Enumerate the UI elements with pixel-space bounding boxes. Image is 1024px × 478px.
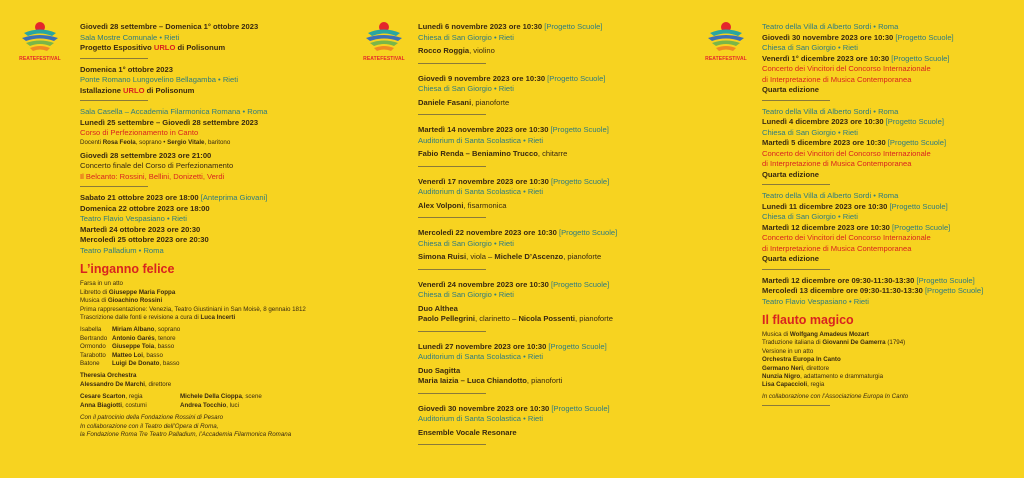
adaptation: Nunzia Nigro, adattamento e drammaturgia [762,373,884,381]
divider [762,405,830,406]
logo-text: REATEFESTIVAL [705,56,747,62]
divider [418,63,486,64]
column-3 [762,22,1002,412]
event-venue: Teatro della Villa di Alberto Sordi • Roma [762,106,899,116]
event-venue: Teatro della Villa di Alberto Sordi • Roma [762,22,899,31]
cast-row: Batone Luigi De Donato, basso [80,360,180,368]
event-masterclass [80,107,340,182]
event-venue: Teatro Palladium • Roma [80,245,164,255]
festival-logo [362,20,406,62]
event-winners-3 [762,191,1002,265]
event-date: Lunedì 6 novembre 2023 ore 10:30 [Progetto Scuole] [418,22,603,31]
cast-row: Bertrando Antonio Garés, tenore [80,334,176,342]
performers: Simona Ruisi, viola – Michele D’Ascenzo, pianoforte [418,252,602,261]
event-edition: Quarta edizione [762,169,819,179]
divider [762,269,830,270]
collaboration: In collaborazione con l’Associazione Europa In Canto [762,392,909,400]
opera-librettist: Libretto di Giuseppe Maria Foppa [80,288,176,296]
event-date: Giovedì 9 novembre 2023 ore 10:30 [Progetto Scuole] [418,73,606,83]
event-date: Lunedì 11 dicembre 2023 ore 10:30 [Progetto Scuole] [762,201,948,211]
event-date: Giovedì 28 settembre – Domenica 1° ottobre 2023 [80,22,259,31]
event-venue: Teatro Flavio Vespasiano • Rieti [80,214,187,224]
event-date: Martedì 5 dicembre 2023 ore 10:30 [Progetto Scuole] [762,138,947,147]
festival-logo [704,20,748,62]
event-date: Giovedì 30 novembre 2023 ore 10:30 [Progetto Scuole] [418,403,610,413]
collaboration: la Fondazione Roma Tre Teatro Palladium, l’Accademia Filarmonica Romana [80,430,292,438]
event-venue: Chiesa di San Giorgio • Rieti [762,127,858,137]
event-venue: Chiesa di San Giorgio • Rieti [418,84,514,93]
event-venue: Chiesa di San Giorgio • Rieti [762,43,858,52]
logo-text: REATEFESTIVAL [363,56,405,62]
event-school-concert [418,22,658,57]
divider [80,100,148,101]
director: Lisa Capaccioli, regia [762,381,825,389]
logo-icon [704,20,748,56]
event-urlo-exhibit [80,22,340,54]
event-date: Venerdì 1° dicembre 2023 ore 10:30 [Progetto Scuole] [762,53,950,63]
event-teachers: Docenti Rosa Feola, soprano • Sergio Vitale, baritono [80,138,231,146]
divider [762,184,830,185]
event-date: Lunedì 25 settembre – Giovedì 28 settembre 2023 [80,117,259,127]
event-edition: Quarta edizione [762,85,819,94]
event-date: Lunedì 4 dicembre 2023 ore 10:30 [Progetto Scuole] [762,117,944,126]
event-venue: Auditorium di Santa Scolastica • Rieti [418,414,544,423]
opera-composer: Musica di Gioachino Rossini [80,297,163,305]
event-date: Domenica 1° ottobre 2023 [80,64,173,74]
opera-version: Versione in un atto [762,347,814,355]
opera-genre: Farsa in un atto [80,280,123,288]
event-venue: Auditorium di Santa Scolastica • Rieti [418,352,544,361]
event-date: Mercoledì 13 dicembre ore 09:30-11:30-13:30 [Progetto Scuole] [762,286,984,295]
event-venue: Teatro della Villa di Alberto Sordi • Roma [762,191,899,200]
column-1 [80,22,340,439]
ensemble-name: Duo Althea [418,303,458,313]
event-title: di Interpretazione di Musica Contemporanea [762,243,912,253]
event-title: Progetto Espositivo URLO di Polisonum [80,43,226,52]
opera-premiere: Prima rappresentazione: Venezia, Teatro Giustiniani in San Moisè, 8 gennaio 1812 [80,305,306,313]
event-venue: Auditorium di Santa Scolastica • Rieti [418,187,544,196]
opera-translation: Traduzione italiana di Giovanni De Gamerra (1794) [762,339,906,347]
column-2 [418,22,658,455]
event-venue: Chiesa di San Giorgio • Rieti [762,212,858,221]
event-school-concert [418,404,658,439]
divider [418,331,486,332]
event-date: Giovedì 28 settembre 2023 ore 21:00 [80,150,212,160]
cast-row: Tarabotto Matteo Loi, basso [80,351,163,359]
event-date: Mercoledì 22 novembre 2023 ore 10:30 [Progetto Scuole] [418,228,618,237]
event-date: Mercoledì 25 ottobre 2023 ore 20:30 [80,235,209,245]
event-winners-2 [762,107,1002,181]
event-school-concert [418,177,658,212]
divider [418,114,486,115]
crew-list [80,393,340,410]
orchestra: Orchestra Europa In Canto [762,356,841,364]
event-title: Concerto dei Vincitori del Concorso Internazionale [762,233,931,242]
cast-row: Isabella Miriam Albano, soprano [80,326,181,334]
event-title: Concerto dei Vincitori del Concorso Internazionale [762,148,931,158]
performers: Fabio Renda – Beniamino Trucco, chitarre [418,149,568,158]
logo-text: REATEFESTIVAL [19,56,61,62]
performers: Daniele Fasani, pianoforte [418,97,510,107]
divider [418,444,486,445]
performers: Maria Iaizia – Luca Chiandotto, pianoforti [418,376,563,385]
event-title: di Interpretazione di Musica Contemporanea [762,74,912,84]
event-school-concert [418,125,658,160]
logo-icon [362,20,406,56]
ensemble-name: Duo Sagitta [418,365,461,375]
crew-row: Cesare Scarton, regia Michele Della Cioppa, scene [80,393,262,401]
event-program: Il Belcanto: Rossini, Bellini, Donizetti, Verdi [80,171,225,181]
divider [762,100,830,101]
event-date: Sabato 21 ottobre 2023 ore 18:00 [Anteprima Giovani] [80,193,268,203]
event-title: di Interpretazione di Musica Contemporanea [762,159,912,168]
event-venue: Auditorium di Santa Scolastica • Rieti [418,135,544,145]
event-edition: Quarta edizione [762,254,819,263]
cast-row: Ormondo Giuseppe Toia, basso [80,343,175,351]
divider [418,166,486,167]
opera-composer: Musica di Wolfgang Amadeus Mozart [762,331,869,338]
festival-logo [18,20,62,62]
event-date: Martedì 12 dicembre ore 09:30-11:30-13:30 [Progetto Scuole] [762,275,975,285]
conductor: Germano Neri, direttore [762,364,830,372]
conductor: Alessandro De Marchi, direttore [80,380,172,388]
event-urlo-install [80,65,340,97]
event-venue: Chiesa di San Giorgio • Rieti [418,32,514,42]
event-date: Domenica 22 ottobre 2023 ore 18:00 [80,203,210,213]
event-date: Giovedì 30 novembre 2023 ore 10:30 [Progetto Scuole] [762,32,954,42]
opera-title: L’inganno felice [80,262,175,277]
performers: Paolo Pellegrini, clarinetto – Nicola Possenti, pianoforte [418,314,614,323]
performers: Ensemble Vocale Resonare [418,427,517,437]
event-subtitle: Concerto finale del Corso di Perfezionamento [80,161,234,171]
divider [418,217,486,218]
event-date: Martedì 14 novembre 2023 ore 10:30 [Progetto Scuole] [418,125,609,134]
divider [80,58,148,59]
event-venue: Sala Casella – Accademia Filarmonica Romana • Roma [80,107,268,116]
event-date: Martedì 24 ottobre 2023 ore 20:30 [80,224,201,234]
orchestra: Theresia Orchestra [80,372,137,380]
event-date: Venerdì 24 novembre 2023 ore 10:30 [Progetto Scuole] [418,279,610,289]
crew-row: Anna Biagiotti, costumi Andrea Tocchio, luci [80,401,240,409]
event-school-concert [418,280,658,325]
event-school-concert [418,228,658,263]
event-magic-flute [762,276,1002,402]
event-venue: Chiesa di San Giorgio • Rieti [418,238,514,248]
event-opera-dates [80,193,340,256]
event-winners-1 [762,22,1002,96]
event-school-concert [418,74,658,109]
event-venue: Ponte Romano Lungovelino Bellagamba • Rieti [80,75,239,84]
event-title: Istallazione URLO di Polisonum [80,85,195,95]
opera-revision: Trascrizione dalle fonti e revisione a cura di Luca Incerti [80,314,236,322]
divider [418,393,486,394]
logo-icon [18,20,62,56]
event-title: Concerto dei Vincitori del Concorso Internazionale [762,64,931,73]
event-venue: Sala Mostre Comunale • Rieti [80,32,180,42]
event-date: Venerdì 17 novembre 2023 ore 10:30 [Progetto Scuole] [418,176,610,186]
performers: Alex Volponi, fisarmonica [418,200,507,210]
event-venue: Chiesa di San Giorgio • Rieti [418,290,514,299]
opera-title: Il flauto magico [762,313,854,327]
event-school-concert [418,342,658,387]
event-date: Martedì 12 dicembre 2023 ore 10:30 [Progetto Scuole] [762,222,951,232]
cast-list [80,326,340,368]
divider [418,269,486,270]
event-date: Lunedì 27 novembre 2023 ore 10:30 [Progetto Scuole] [418,341,607,351]
event-venue: Teatro Flavio Vespasiano • Rieti [762,296,869,306]
collaboration: In collaborazione con il Teatro dell’Opera di Roma, [80,422,219,430]
divider [80,186,148,187]
performers: Rocco Roggia, violino [418,46,495,55]
event-title: Corso di Perfezionamento in Canto [80,128,199,137]
patronage: Con il patrocinio della Fondazione Rossini di Pesaro [80,414,224,422]
